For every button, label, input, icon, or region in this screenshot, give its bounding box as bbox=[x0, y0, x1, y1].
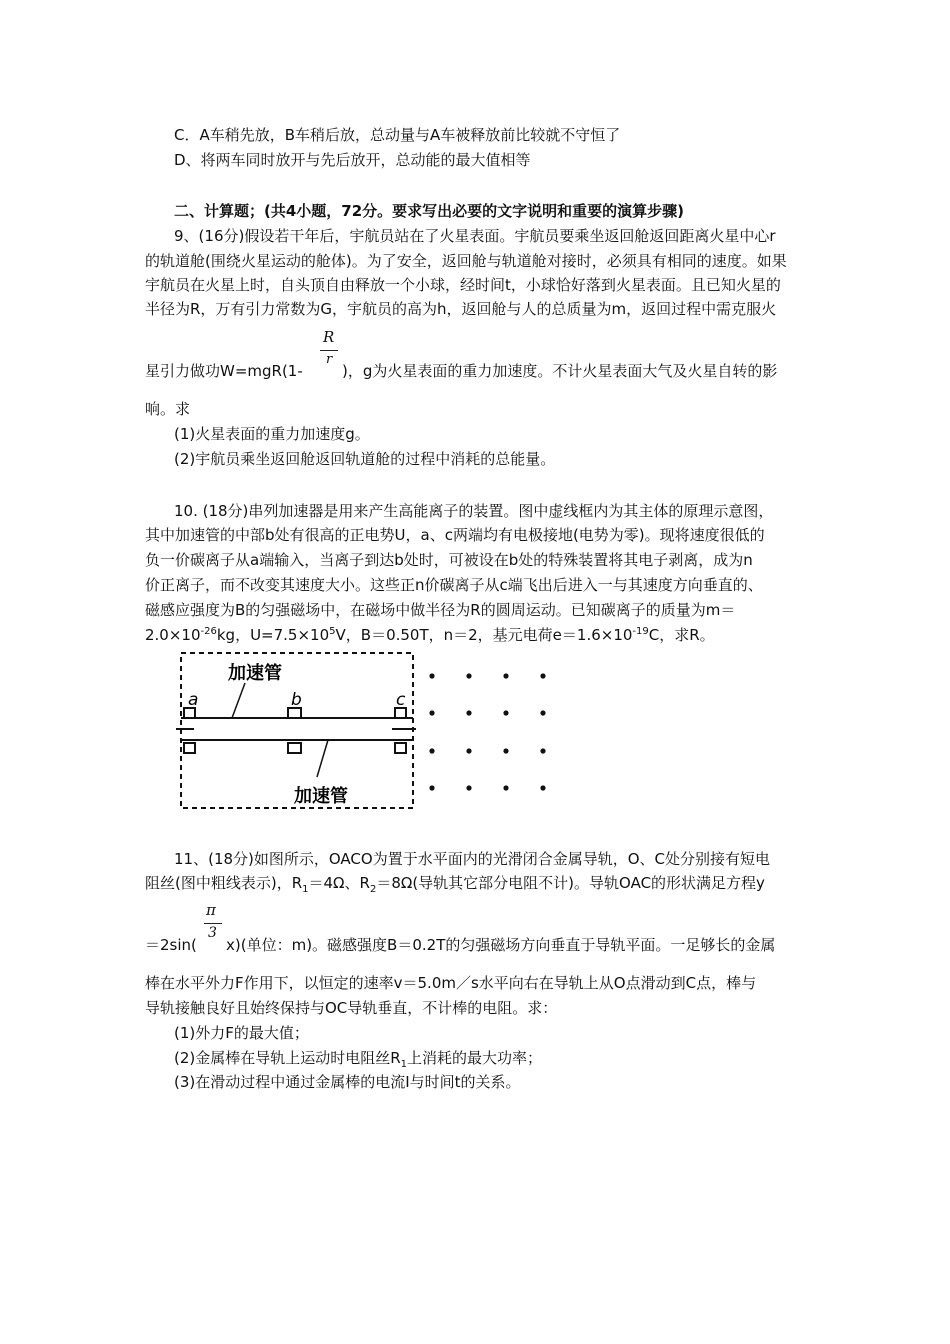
field-dot bbox=[429, 748, 434, 753]
q10-line6: $2.0\times 10^{-26}kg$，$U=7.5\times 10^5V$，B＝0.50T，n＝2，基元电荷$e=1.6\times 10^{-19}C$，求R。 bbox=[145, 626, 715, 644]
q9-fraction-denominator: r bbox=[326, 352, 333, 367]
electrode-b-bottom bbox=[288, 743, 301, 753]
q11-line1: 11、(18分)如图所示，OACO为置于水平面内的光滑闭合金属导轨，O、C处分别接有短电 bbox=[174, 850, 770, 868]
q10-line1: 10. (18分)串列加速器是用来产生高能离子的装置。图中虚线框内为其主体的原理示意图， bbox=[174, 502, 774, 520]
q9-part1: (1)火星表面的重力加速度g。 bbox=[174, 425, 370, 443]
q9-line5b: )，g为火星表面的重力加速度。不计火星表面大气及火星自转的影 bbox=[342, 362, 778, 380]
label-pointer-bottom bbox=[317, 740, 328, 777]
q11-line4: 棒在水平外力F作用下，以恒定的速率v＝5.0m／s水平向右在导轨上从O点滑动到C点，棒与 bbox=[145, 974, 757, 992]
q11-line2: 阻丝(图中粗线表示)，$R_1=4\Omega$、$R_2=8\Omega$(导轨其它部分电阻不计)。导轨OAC的形状满足方程y bbox=[145, 874, 765, 895]
q11-line5: 导轨接触良好且始终保持与OC导轨垂直，不计棒的电阻。求： bbox=[145, 999, 558, 1017]
q10-line2: 其中加速管的中部b处有很高的正电势U，a、c两端均有电极接地(电势为零)。现将速度很低的 bbox=[145, 526, 765, 544]
q11-line3b: x)(单位：m)。磁感强度B＝0.2T的匀强磁场方向垂直于导轨平面。一足够长的金属 bbox=[226, 936, 776, 954]
accelerator-figure bbox=[170, 645, 560, 815]
label-a: a bbox=[188, 690, 199, 710]
field-dot bbox=[466, 710, 471, 715]
q11-fraction-numerator: π bbox=[206, 901, 216, 919]
q9-line4: 半径为R，万有引力常数为G，宇航员的高为h，返回舱与人的总质量为m，返回过程中需克服火 bbox=[145, 300, 777, 318]
q9-fraction-numerator: R bbox=[323, 328, 335, 346]
q11-line3a: ＝2sin( bbox=[145, 936, 197, 954]
q11-part1: (1)外力F的最大值； bbox=[174, 1024, 309, 1042]
field-dot bbox=[503, 748, 508, 753]
field-dot bbox=[429, 785, 434, 790]
field-dot bbox=[503, 785, 508, 790]
dashed-frame bbox=[181, 653, 413, 808]
q11-fraction-denominator: 3 bbox=[208, 925, 217, 941]
electrode-a-bottom bbox=[184, 743, 195, 753]
label-bottom: 加速管 bbox=[294, 786, 348, 807]
label-b: b bbox=[291, 690, 302, 710]
q9-line5a: 星引力做功W=mgR(1- bbox=[145, 362, 303, 380]
field-dot bbox=[540, 673, 545, 678]
field-dot bbox=[429, 710, 434, 715]
q9-line6: 响。求 bbox=[145, 400, 191, 418]
q11-part3: (3)在滑动过程中通过金属棒的电流I与时间t的关系。 bbox=[174, 1073, 521, 1091]
field-dot bbox=[466, 748, 471, 753]
field-dot bbox=[466, 785, 471, 790]
q9-line2: 的轨道舱(围绕火星运动的舱体)。为了安全，返回舱与轨道舱对接时，必须具有相同的速度。如果 bbox=[145, 252, 787, 270]
label-top: 加速管 bbox=[228, 663, 282, 684]
q10-line5: 磁感应强度为B的匀强磁场中，在磁场中做半径为R的圆周运动。已知碳离子的质量为m＝ bbox=[145, 601, 736, 619]
electrode-c-bottom bbox=[395, 743, 406, 753]
field-dot bbox=[429, 673, 434, 678]
field-dot bbox=[503, 673, 508, 678]
q9-fraction-bar bbox=[320, 350, 338, 351]
q11-fraction-bar bbox=[204, 923, 222, 924]
q9-line1: 9、(16分)假设若干年后，宇航员站在了火星表面。宇航员要乘坐返回舱返回距离火星中心r bbox=[174, 227, 776, 245]
field-dot bbox=[540, 785, 545, 790]
section-heading: 二、计算题；(共4小题，72分。要求写出必要的文字说明和重要的演算步骤) bbox=[174, 202, 685, 220]
label-c: c bbox=[396, 690, 406, 710]
q9-line3: 宇航员在火星上时，自头顶自由释放一个小球，经时间t，小球恰好落到火星表面。且已知火星的 bbox=[145, 276, 781, 294]
magnetic-field-dots bbox=[429, 673, 545, 790]
q10-line3: 负一价碳离子从a端输入，当离子到达b处时，可被设在b处的特殊装置将其电子剥离，成为n bbox=[145, 551, 753, 569]
field-dot bbox=[503, 710, 508, 715]
q9-part2: (2)宇航员乘坐返回舱返回轨道舱的过程中消耗的总能量。 bbox=[174, 450, 556, 468]
label-pointer-top bbox=[232, 683, 245, 718]
q11-part2: (2)金属棒在导轨上运动时电阻丝$R_1$上消耗的最大功率； bbox=[174, 1049, 543, 1070]
option-c: C．A车稍先放，B车稍后放，总动量与A车被释放前比较就不守恒了 bbox=[174, 126, 621, 144]
field-dot bbox=[540, 748, 545, 753]
field-dot bbox=[540, 710, 545, 715]
q10-line4: 价正离子，而不改变其速度大小。这些正n价碳离子从c端飞出后进入一与其速度方向垂直的、 bbox=[145, 576, 763, 594]
option-d: D、将两车同时放开与先后放开，总动能的最大值相等 bbox=[174, 151, 531, 169]
field-dot bbox=[466, 673, 471, 678]
